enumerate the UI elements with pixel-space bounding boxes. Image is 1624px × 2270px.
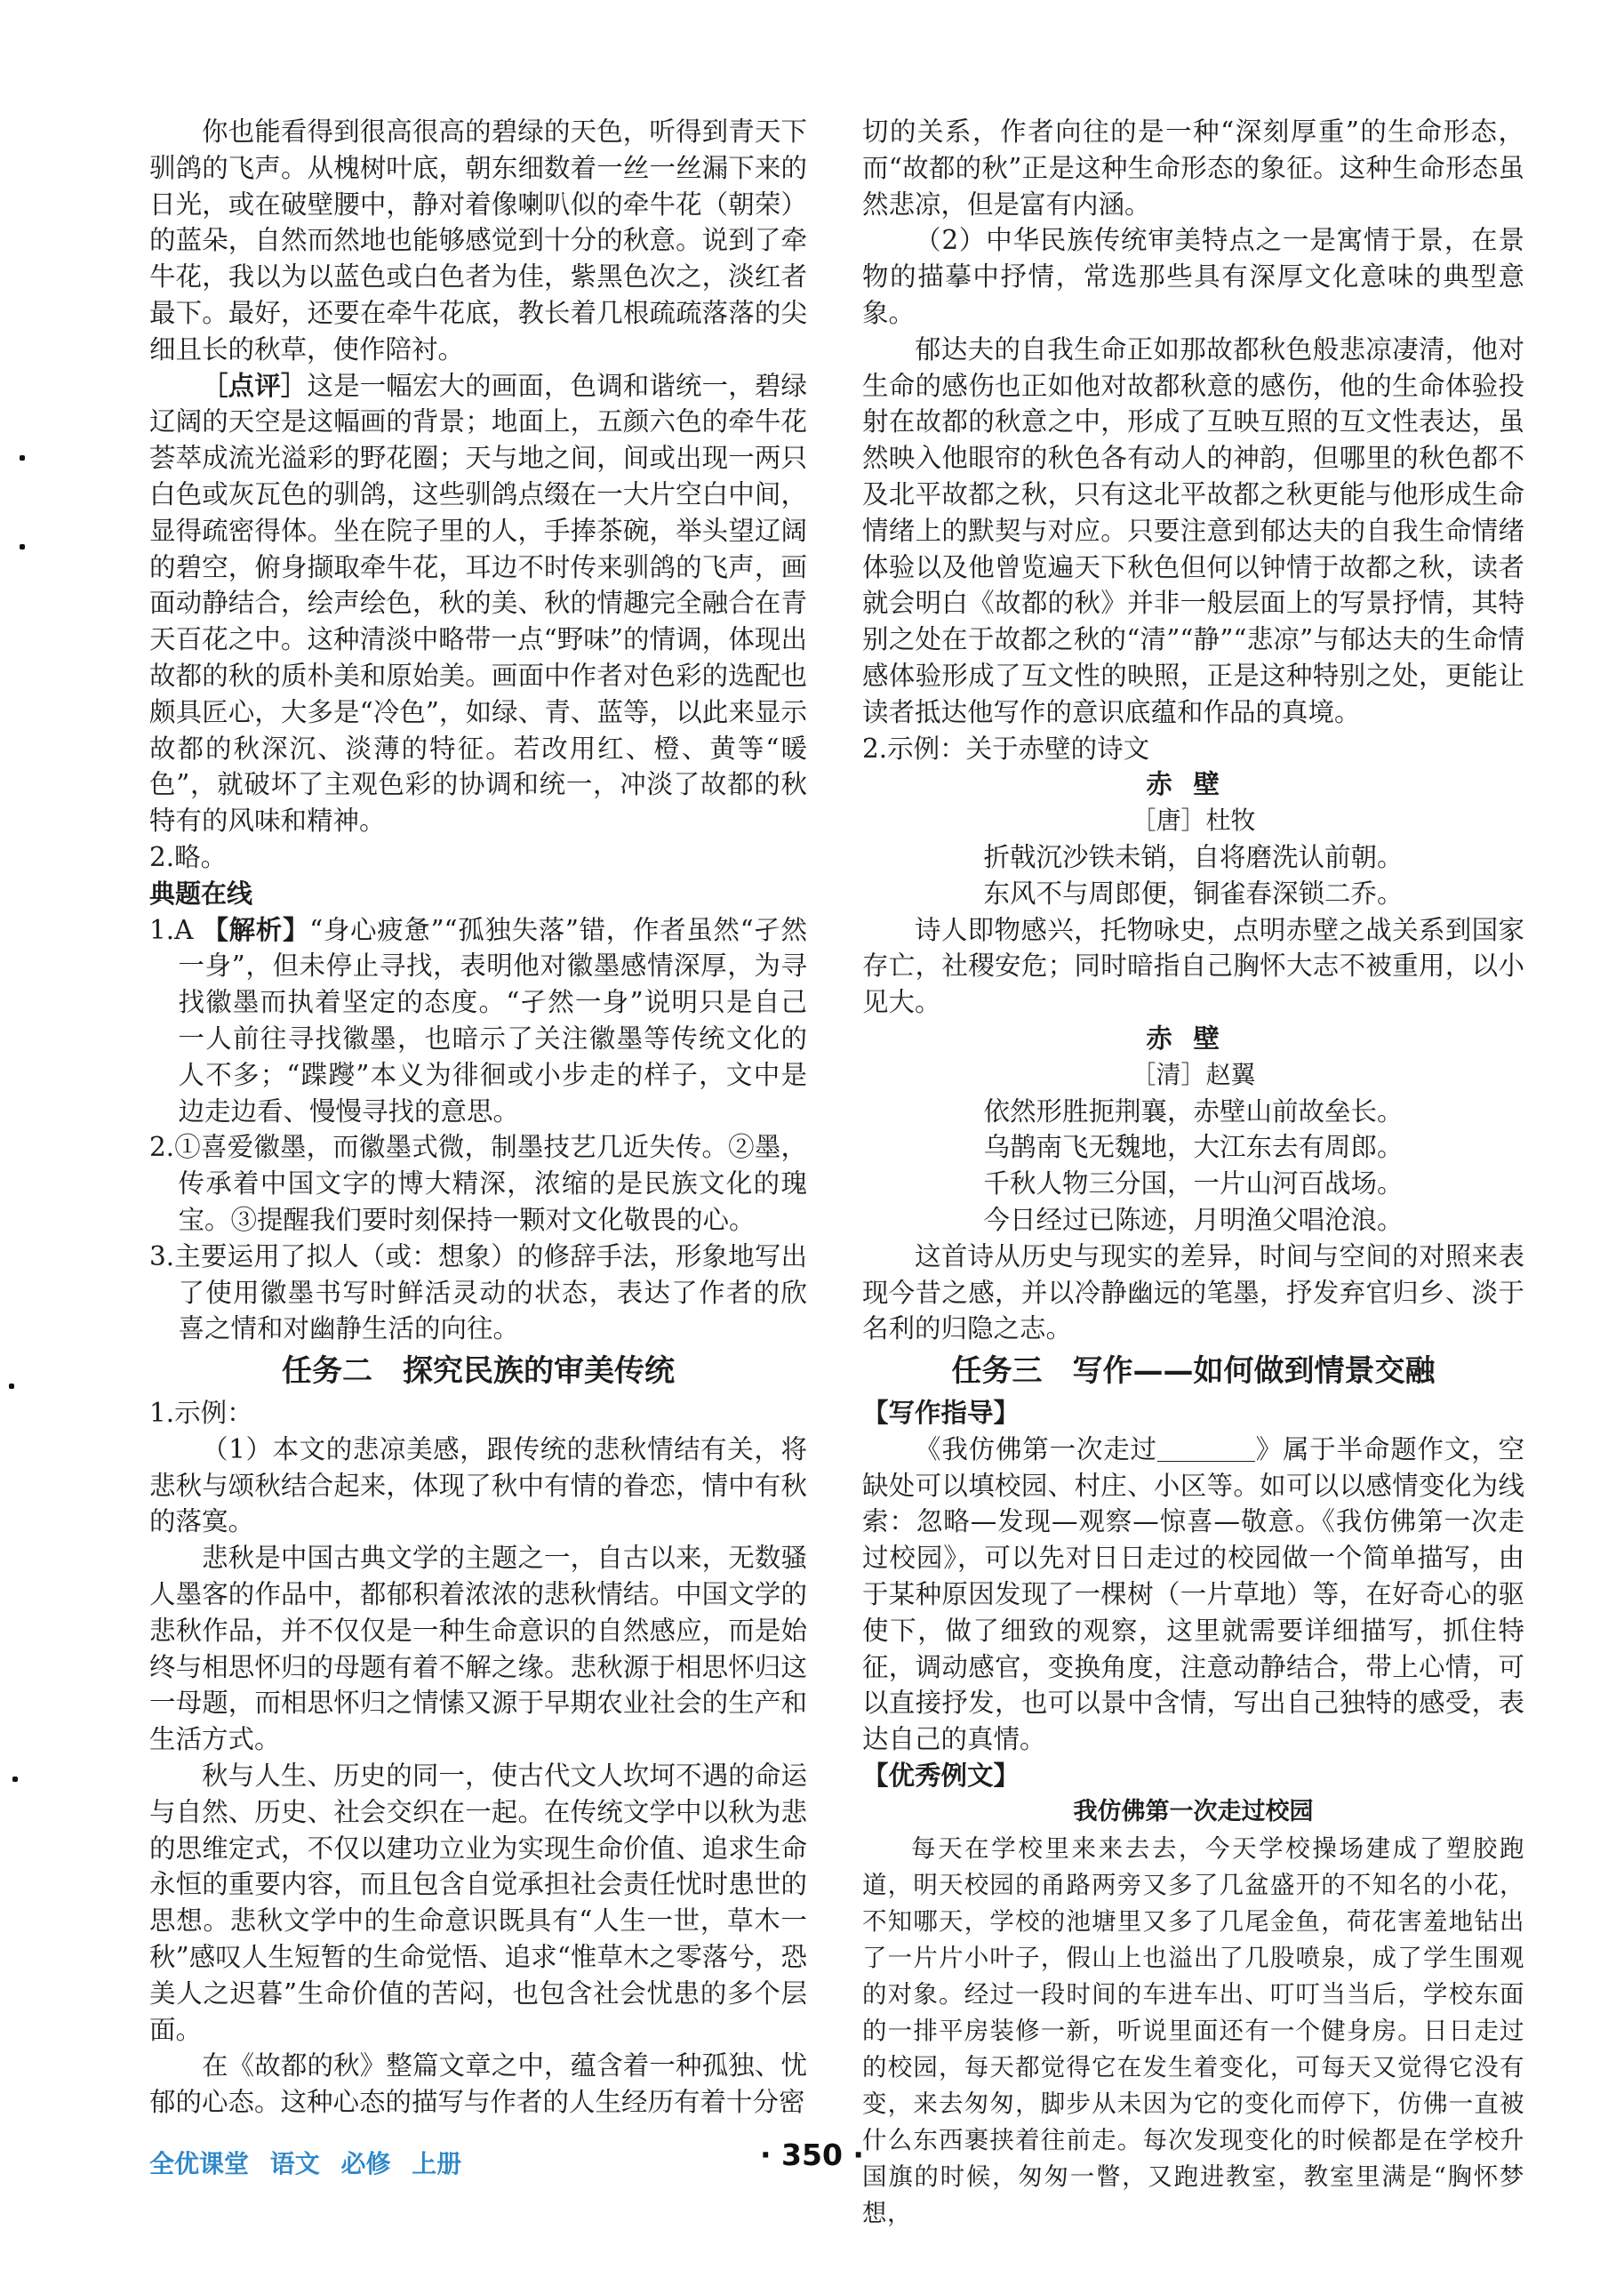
question-2-answer: 2.①喜爱徽墨，而徽墨式微，制墨技艺几近失传。②墨，传承着中国文字的博大精深，浓缩的是民族文化的瑰宝。③提醒我们要时刻保持一颗对文化敬畏的心。 (149, 1132, 807, 1235)
poem-1-author: ［唐］杜牧 (1131, 806, 1256, 836)
essay-title: 我仿佛第一次走过校园 (1073, 1797, 1314, 1825)
task-2-paragraph: 在《故都的秋》整篇文章之中，蕴含着一种孤独、忧郁的心态。这种心态的描写与作者的人生经历有着十分密 (149, 2050, 807, 2118)
poem-2-line: 今日经过已陈迹，月明渔父唱沧浪。 (983, 1204, 1404, 1235)
task-2-example-label: 1.示例： (149, 1398, 253, 1429)
left-column (149, 114, 807, 2121)
analysis-label: 【解析】 (202, 914, 310, 945)
q1-analysis: “身心疲惫”“孤独失落”错，作者虽然“孑然一身”，但未停止寻找，表明他对徽墨感情深厚，为寻找徽墨而执着坚定的态度。“孑然一身”说明只是自己一人前往寻找徽墨，也暗示了关注徽墨等传统文化的人不多；“蹀躞”本义为徘徊或小步走的样子，文中是边走边看、慢慢寻找的意思。 (178, 914, 807, 1127)
footer-book: 全优课堂 (149, 2149, 250, 2178)
task-2-paragraph: 秋与人生、历史的同一，使古代文人坎坷不遇的命运与自然、历史、社会交织在一起。在传统文学中以秋为悲的思维定式，不仅以建功立业为实现生命价值、追求生命永恒的重要内容，而且包含自觉承担社会责任忧时患世的思想。悲秋文学中的生命意识既具有“人生一世，草木一秋”感叹人生短暂的生命觉悟、追求“惟草木之零落兮，恐美人之迟暮”生命价值的苦闷，也包含社会忧患的多个层面。 (149, 1761, 807, 2045)
task-2-heading: 任务二 探究民族的审美传统 (282, 1353, 675, 1390)
poem-1-title: 赤壁 (1146, 769, 1241, 800)
poem-1-line: 折戟沉沙铁未销，自将磨洗认前朝。 (983, 841, 1404, 872)
guide-body: 》属于半命题作文，空缺处可以填校园、村庄、小区等。如可以以感情变化为线索：忽略—发现—观察—惊喜—敬意。《我仿佛第一次走过校园》，可以先对日日走过的校园做一个简单描写，由于某种原因发现了一棵树（一片草地）等，在好奇心的驱使下，做了细致的观察，这里就需要详细描写，抓住特征，调动感官，变换角度，注意动静结合，带上心情，可以直接抒发，也可以景中含情，写出自己独特的感受，表达自己的真情。 (862, 1433, 1524, 1755)
poem-1-comment: 诗人即物感兴，托物咏史，点明赤壁之战关系到国家存亡，社稷安危；同时暗指自己胸怀大志不被重用，以小见大。 (862, 914, 1524, 1018)
task-2-paragraph: 悲秋是中国古典文学的主题之一，自古以来，无数骚人墨客的作品中，都郁积着浓浓的悲秋情结。中国文学的悲秋作品，并不仅仅是一种生命意识的自然感应，而是始终与相思怀归的母题有着不解之缘。悲秋源于相思怀归这一母题，而相思怀归之情愫又源于早期农业社会的生产和生活方式。 (149, 1543, 807, 1755)
poem-2-line: 乌鹊南飞无魏地，大江东去有周郎。 (983, 1132, 1404, 1163)
review-paragraph (149, 368, 807, 839)
question-3-answer: 3.主要运用了拟人（或：想象）的修辞手法，形象地写出了使用徽墨书写时鲜活灵动的状态，表达了作者的欣喜之情和对幽静生活的向往。 (149, 1240, 807, 1344)
question-1-answer (149, 912, 807, 1130)
scan-speck (20, 544, 25, 549)
task-3-heading: 任务三 写作——如何做到情景交融 (951, 1353, 1436, 1390)
excerpt-paragraph: 你也能看得到很高很高的碧绿的天色，听得到青天下驯鸽的飞声。从槐树叶底，朝东细数着一丝一丝漏下来的日光，或在破壁腰中，静对着像喇叭似的牵牛花（朝荣）的蓝朵，自然而然地也能够感觉到十分的秋意。说到了牵牛花，我以为以蓝色或白色者为佳，紫黑色次之，淡红者最下。最好，还要在牵牛花底，教长着几根疏疏落落的尖细且长的秋草，使作陪衬。 (149, 116, 807, 365)
review-text: 这是一幅宏大的画面，色调和谐统一，碧绿辽阔的天空是这幅画的背景；地面上，五颜六色的牵牛花荟萃成流光溢彩的野花圈；天与地之间，间或出现一两只白色或灰瓦色的驯鸽，这些驯鸽点缀在一大片空白中间，显得疏密得体。坐在院子里的人，手捧茶碗，举头望辽阔的碧空，俯身撷取牵牛花，耳边不时传来驯鸽的飞声，画面动静结合，绘声绘色，秋的美、秋的情趣完全融合在青天百花之中。这种清淡中略带一点“野味”的情调，体现出故都的秋的质朴美和原始美。画面中作者对色彩的选配也颇具匠心，大多是“冷色”，如绿、青、蓝等，以此来显示故都的秋深沉、淡薄的特征。若改用红、橙、黄等“暖色”，就破坏了主观色彩的协调和统一，冲淡了故都的秋特有的风味和精神。 (149, 370, 807, 837)
scan-speck (12, 1777, 18, 1782)
sample-essay-label: 【优秀例文】 (862, 1761, 1020, 1792)
answer-item-2: 2.略。 (149, 841, 228, 872)
poem-2-author: ［清］赵翼 (1131, 1059, 1256, 1089)
fill-in-blank (1157, 1434, 1255, 1462)
essay-body: 每天在学校里来来去去，今天学校操场建成了塑胶跑道，明天校园的甬路两旁又多了几盆盛开的不知名的小花，不知哪天，学校的池塘里又多了几尾金鱼，荷花害羞地钻出了一片片小叶子，假山上也溢出了几股喷泉，成了学生围观的对象。经过一段时间的车进车出、叮叮当当后，学校东面的一排平房装修一新，听说里面还有一个健身房。日日走过的校园，每天都觉得它在发生着变化，可每天又觉得它没有变，来去匆匆，脚步从未因为它的变化而停下，仿佛一直被什么东西裹挟着往前走。每次发现变化的时候都是在学校升国旗的时候，匆匆一瞥，又跑进教室，教室里满是“胸怀梦想， (862, 1833, 1524, 2227)
poem-2-line: 千秋人物三分国，一片山河百战场。 (983, 1168, 1404, 1199)
footer-volume: 上册 (412, 2149, 462, 2178)
footer-subject: 语文 (269, 2149, 320, 2178)
scan-speck (20, 455, 25, 461)
continued-paragraph: 切的关系，作者向往的是一种“深刻厚重”的生命形态，而“故都的秋”正是这种生命形态的象征。这种生命形态虽然悲凉，但是富有内涵。 (862, 116, 1524, 220)
review-label: ［点评］ (202, 370, 308, 401)
footer-course: 必修 (340, 2149, 391, 2178)
poem-2-line: 依然形胜扼荆襄，赤壁山前故垒长。 (983, 1095, 1404, 1127)
poem-2-title: 赤壁 (1146, 1023, 1241, 1054)
example-2-label: 2.示例：关于赤壁的诗文 (862, 733, 1150, 764)
poem-1-line: 东风不与周郎便，铜雀春深锁二乔。 (983, 878, 1404, 909)
right-column (862, 114, 1524, 2232)
page-number: · 350 · (760, 2138, 864, 2172)
writing-guide-text (862, 1432, 1524, 1758)
writing-guide-label: 【写作指导】 (862, 1398, 1020, 1429)
task-2-paragraph: （1）本文的悲凉美感，跟传统的悲秋情结有关，将悲秋与颂秋结合起来，体现了秋中有情的眷恋，情中有秋的落寞。 (149, 1433, 807, 1537)
poem-2-comment: 这首诗从历史与现实的差异，时间与空间的对照来表现今昔之感，并以冷静幽远的笔墨，抒发弃官归乡、淡于名利的归隐之志。 (862, 1240, 1524, 1344)
section-heading-typical-questions: 典题在线 (149, 878, 253, 909)
scan-speck (9, 1384, 14, 1389)
guide-title-prefix: 《我仿佛第一次走过 (915, 1433, 1157, 1464)
yu-dafu-paragraph: 郁达夫的自我生命正如那故都秋色般悲凉凄清，他对生命的感伤也正如他对故都秋意的感伤，他的生命体验投射在故都的秋意之中，形成了互映互照的互文性表达，虽然映入他眼帘的秋色各有动人的神韵，但哪里的秋色都不及北平故都之秋，只有这北平故都之秋更能与他形成生命情绪上的默契与对应。只要注意到郁达夫的自我生命情绪体验以及他曾览遍天下秋色但何以钟情于故都之秋，读者就会明白《故都的秋》并非一般层面上的写景抒情，其特别之处在于故都之秋的“清”“静”“悲凉”与郁达夫的生命情感体验形成了互文性的映照，正是这种特别之处，更能让读者抵达他写作的意识底蕴和作品的真境。 (862, 333, 1524, 727)
q1-choice: 1.A (149, 914, 194, 945)
aesthetic-paragraph: （2）中华民族传统审美特点之一是寓情于景，在景物的描摹中抒情，常选那些具有深厚文化意味的典型意象。 (862, 225, 1524, 328)
